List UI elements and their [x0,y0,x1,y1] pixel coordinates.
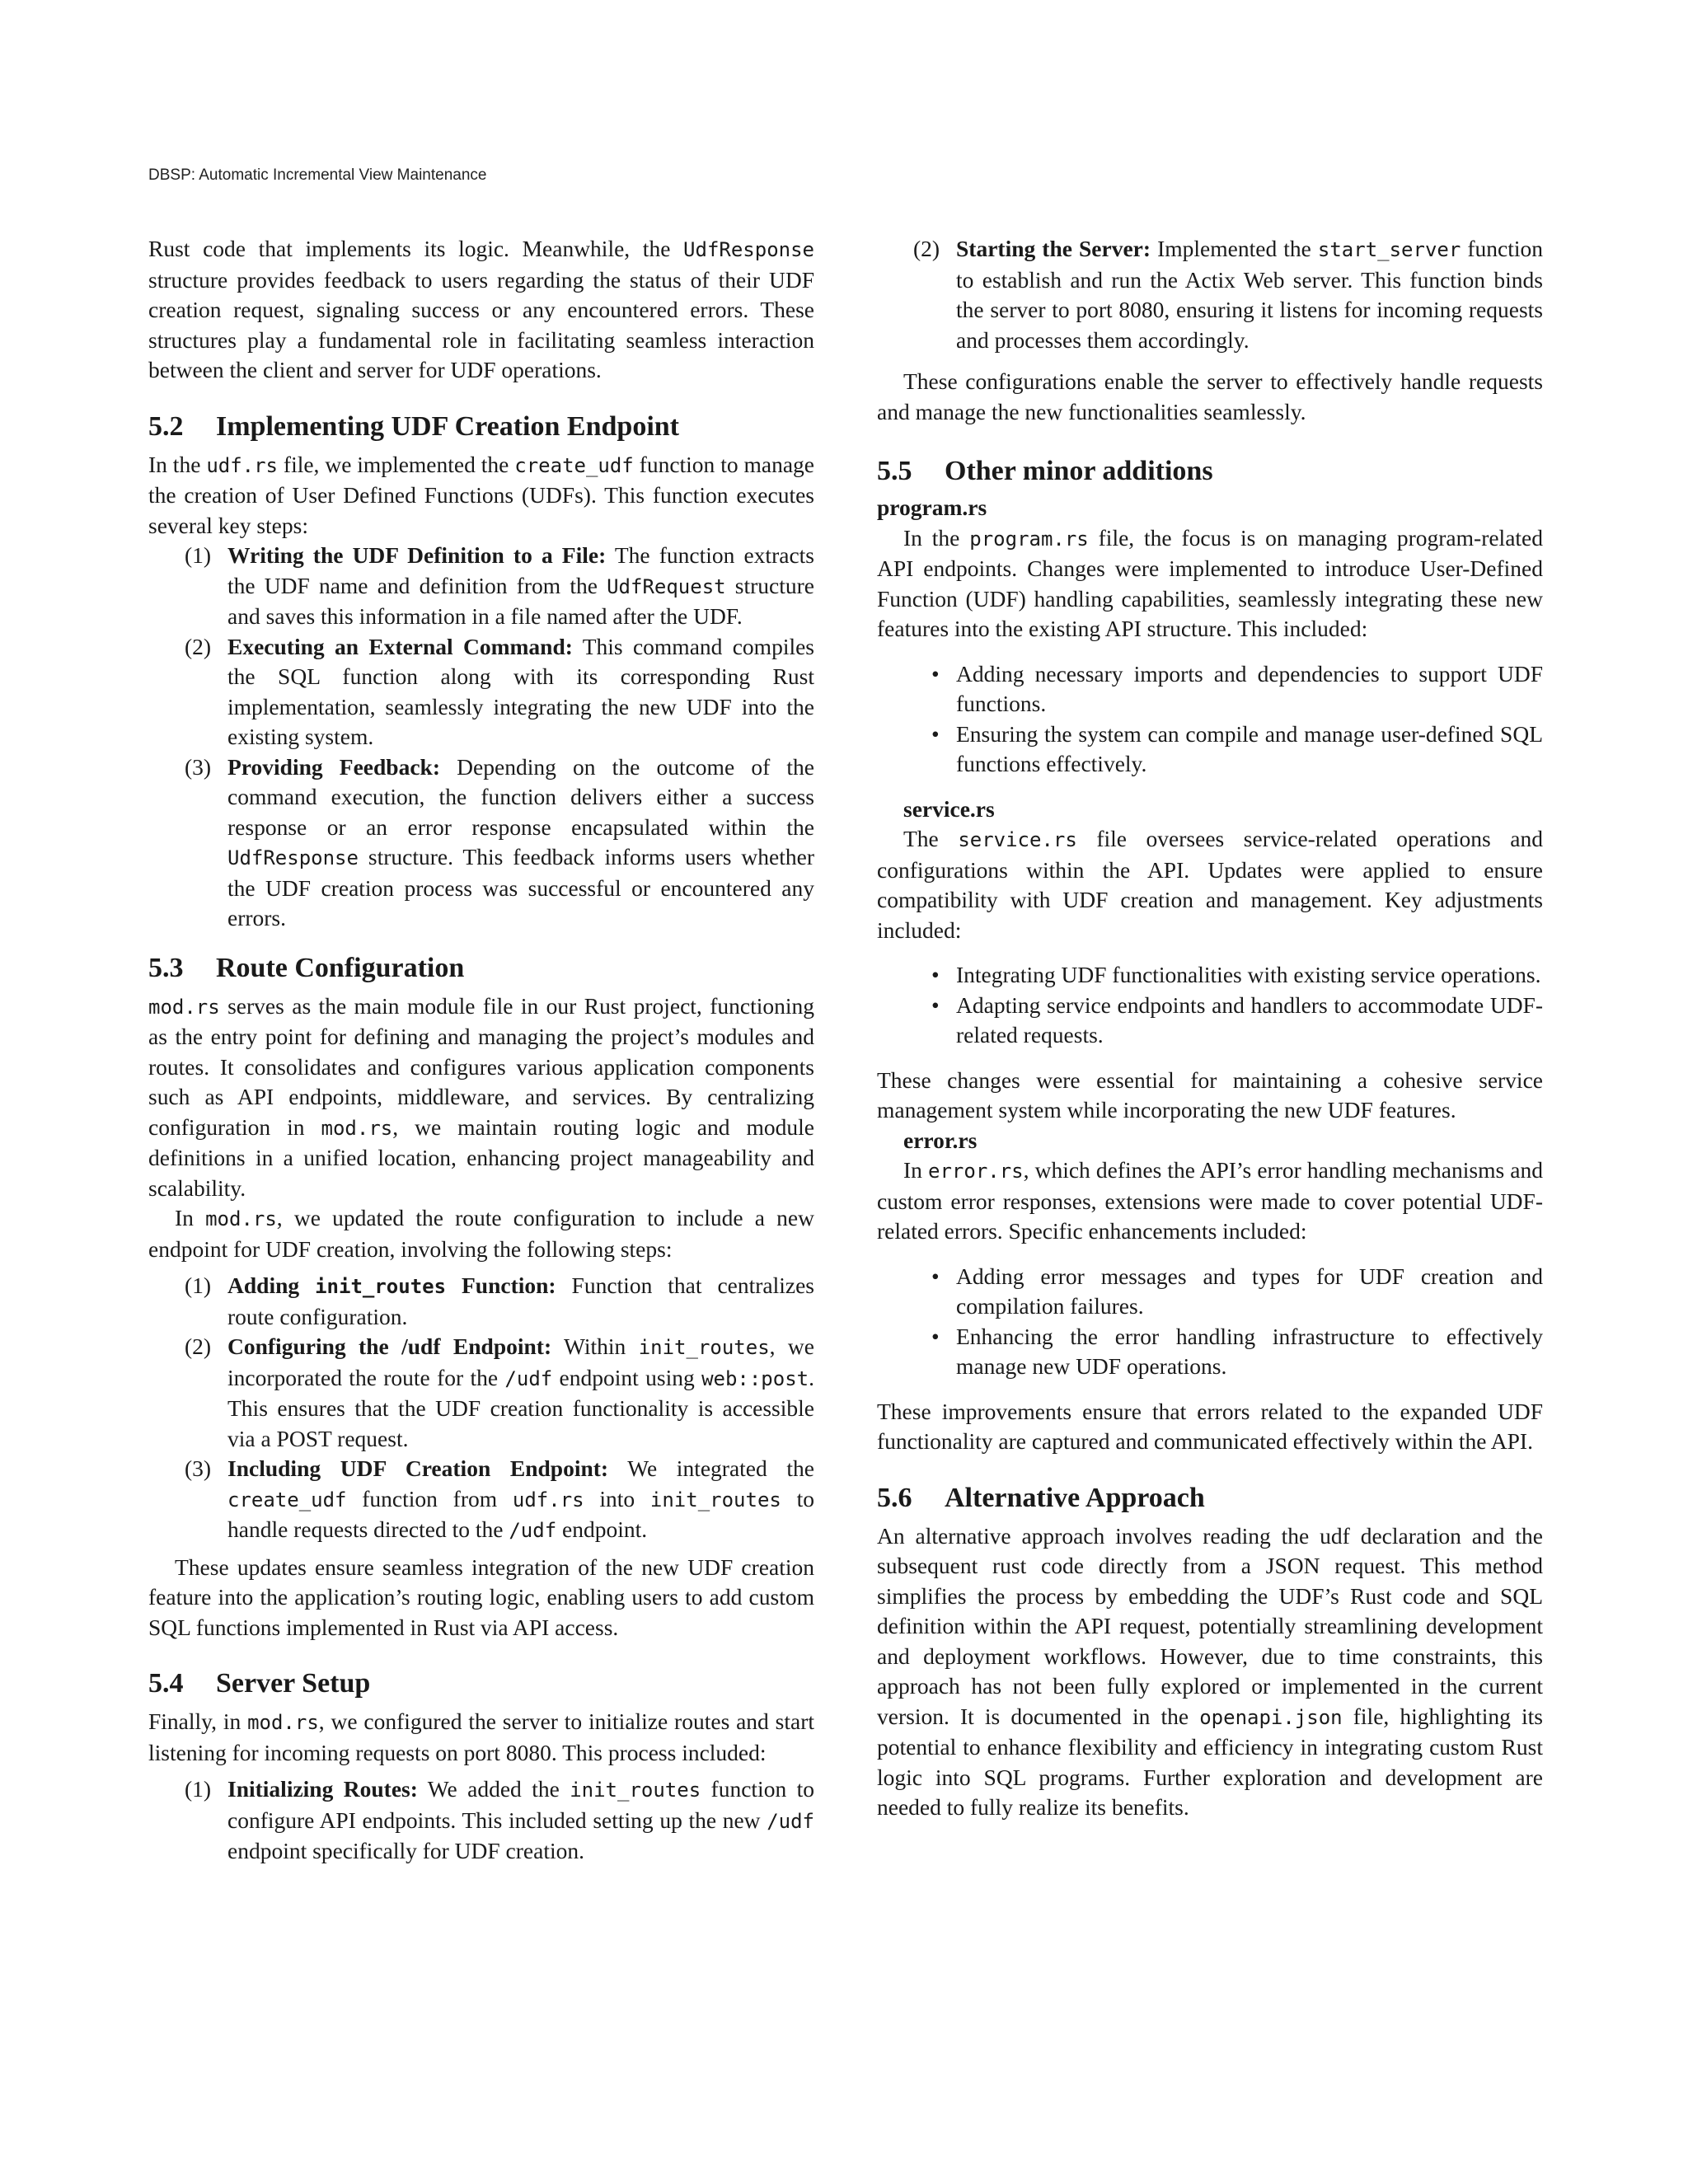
section-heading-5-5: 5.5 Other minor additions [877,456,1213,486]
server-steps-list-continued [877,234,1543,355]
list-item: (1) Initializing Routes: We added the init_routes function to configure API endpoints. This included setting up the new /udf endpoint specifically for UDF creation. [185,1776,814,1863]
error-rs-closing: These improvements ensure that errors related to the expanded UDF functionality are captured and communicated effectively within the API. [877,1398,1543,1454]
list-item: (2) Starting the Server: Implemented the start_server function to establish and run the Actix Web server. This function binds the server to port 8080, ensuring it listens for incoming requests and processes them accordingly. [913,236,1543,353]
program-rs-paragraph: In the program.rs file, the focus is on managing program-related API endpoints. Changes were implemented to introduce User-Defined Function (UDF) handling capabilities, seamlessly integrating these new features into the existing API structure. This included: [877,524,1543,641]
section-5-3-paragraph-3: These updates ensure seamless integration of the new UDF creation feature into the application’s routing logic, enabling users to add custom SQL functions implemented in Rust via API access. [148,1554,814,1640]
list-item: (3) Providing Feedback: Depending on the outcome of the command execution, the function delivers either a success response or an error response encapsulated within the UdfResponse structure. This feedback informs users whether the UDF creation process was successful or encountered any errors. [185,753,814,930]
section-5-6-paragraph: An alternative approach involves reading the udf declaration and the subsequent rust code directly from a JSON request. This method simplifies the process by embedding the UDF’s Rust code and SQL definition within the API request, potentially streamlining development and deployment workflows. However, due to time constraints, this approach has not been fully explored or implemented in the current version. It is documented in the openapi.json file, highlighting its potential to enhance flexibility and efficiency in integrating custom Rust logic into SQL programs. Further exploration and development are needed to fully realize its benefits. [877,1522,1543,1820]
udf-steps-list [148,541,814,934]
list-item: (2) Configuring the /udf Endpoint: Within init_routes, we incorporated the route for the /udf endpoint using web::post. This ensures that the UDF creation functionality is accessible via a POST request. [185,1333,814,1451]
error-rs-paragraph: In error.rs, which defines the API’s error handling mechanisms and custom error responses, extensions were made to cover potential UDF-related errors. Specific enhancements included: [877,1157,1543,1244]
list-item: (3) Including UDF Creation Endpoint: We integrated the create_udf function from udf.rs into init_routes to handle requests directed to the /udf endpoint. [185,1455,815,1542]
subsection-head-program-rs: program.rs [877,494,987,520]
service-rs-paragraph: The service.rs file oversees service-related operations and configurations within the API. Updates were applied to ensure compatibility with UDF creation and management. Key adjustments included: [877,826,1543,943]
section-heading-5-3: 5.3 Route Configuration [148,952,465,983]
list-item: (1) Writing the UDF Definition to a File: The function extracts the UDF name and definition from the UdfRequest structure and saves this information in a file named after the UDF. [185,542,814,629]
section-heading-5-2: 5.2 Implementing UDF Creation Endpoint [148,410,679,442]
intro-paragraph: Rust code that implements its logic. Meanwhile, the UdfResponse structure provides feedback to users regarding the status of their UDF creation request, signaling success or any encountered errors. These structures play a fundamental role in facilitating seamless interaction between the client and server for UDF operations. [148,236,814,382]
service-rs-closing: These changes were essential for maintaining a cohesive service management system while incorporating the new UDF features. [877,1066,1543,1122]
section-5-2-paragraph: In the udf.rs file, we implemented the create_udf function to manage the creation of User Defined Functions (UDFs). This function executes several key steps: [148,451,814,538]
section-5-4-paragraph: Finally, in mod.rs, we configured the server to initialize routes and start listening for incoming requests on port 8080. This process included: [148,1708,814,1765]
list-item: • Enhancing the error handling infrastructure to effectively manage new UDF operations. [931,1323,1543,1379]
subsection-head-error-rs: error.rs [903,1127,978,1153]
list-item: • Ensuring the system can compile and manage user-defined SQL functions effectively. [931,720,1543,776]
server-steps-list [148,1774,814,1867]
list-item: • Adding necessary imports and dependencies to support UDF functions. [931,660,1543,716]
error-rs-bullets [877,1262,1543,1382]
list-item: • Adding error messages and types for UDF creation and compilation failures. [931,1263,1543,1319]
service-rs-bullets [877,960,1543,1051]
subsection-head-service-rs: service.rs [903,795,995,822]
running-header: DBSP: Automatic Incremental View Maintenance [148,166,487,184]
left-column [148,234,814,1867]
list-item: • Integrating UDF functionalities with existing service operations. [931,962,1541,987]
section-5-3-paragraph-2: In mod.rs, we updated the route configuration to include a new endpoint for UDF creation, involving the following steps: [148,1205,814,1262]
section-heading-5-6: 5.6 Alternative Approach [877,1482,1205,1513]
program-rs-bullets [877,659,1543,780]
route-steps-list [148,1271,814,1546]
list-item: (2) Executing an External Command: This command compiles the SQL function along with its corresponding Rust implementation, seamlessly integrating the new UDF into the existing system. [185,633,815,749]
list-item: (1) Adding init_routes Function: Function that centralizes route configuration. [185,1272,815,1329]
section-heading-5-4: 5.4 Server Setup [148,1668,371,1699]
section-5-3-paragraph-1: mod.rs serves as the main module file in our Rust project, functioning as the entry point for defining and managing the project’s modules and routes. It consolidates and configures various application components such as API endpoints, middleware, and services. By centralizing configuration in mod.rs, we maintain routing logic and module definitions in a unified location, enhancing project manageability and scalability. [148,992,814,1201]
list-item: • Adapting service endpoints and handlers to accommodate UDF-related requests. [931,991,1543,1047]
right-column [877,234,1543,1823]
section-5-4-closing-paragraph: These configurations enable the server to effectively handle requests and manage the new functionalities seamlessly. [877,368,1543,424]
